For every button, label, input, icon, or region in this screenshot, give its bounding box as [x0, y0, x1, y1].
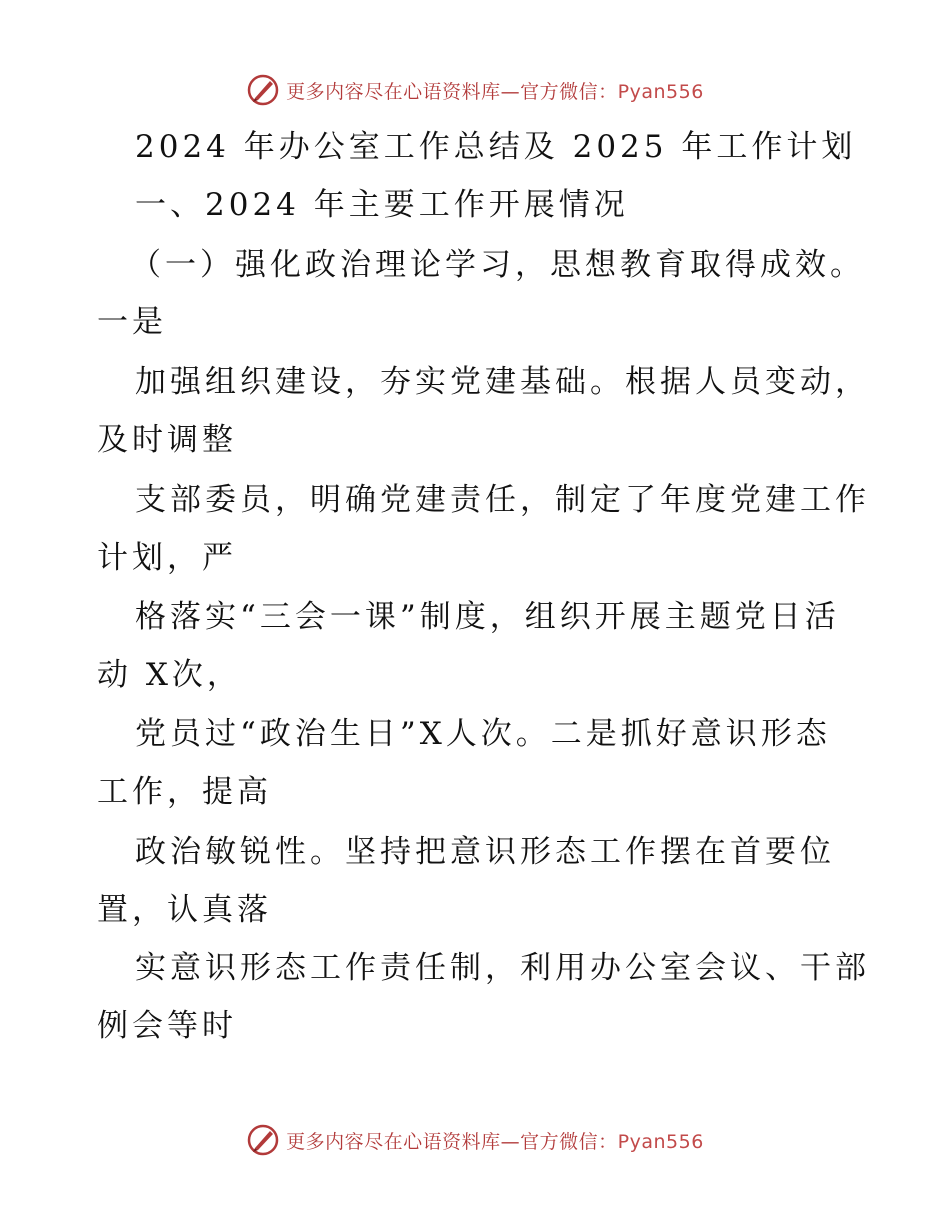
- wechat-id: Pyan556: [617, 1130, 704, 1153]
- header-banner: [0, 70, 950, 110]
- footer-banner: [0, 1120, 950, 1160]
- document-title: 2024 年办公室工作总结及 2025 年工作计划: [135, 129, 857, 165]
- paragraph-line: 动 X次，: [97, 657, 242, 693]
- quill-pen-logo-icon: [246, 73, 280, 107]
- paragraph-line: 工作，提高: [97, 774, 272, 810]
- paragraph-line: 实意识形态工作责任制，利用办公室会议、干部: [135, 950, 870, 986]
- paragraph-line: 计划，严: [97, 540, 237, 576]
- paragraph-line: 一是: [97, 304, 167, 340]
- wechat-id: Pyan556: [617, 80, 704, 103]
- paragraph-line: 加强组织建设，夯实党建基础。根据人员变动，: [135, 364, 870, 400]
- paragraph-line: 例会等时: [97, 1008, 237, 1044]
- paragraph-line: 置，认真落: [97, 892, 272, 928]
- quill-pen-logo-icon: [246, 1123, 280, 1157]
- section-heading: 一、2024 年主要工作开展情况: [135, 187, 629, 223]
- paragraph-line: 支部委员，明确党建责任，制定了年度党建工作: [135, 482, 870, 518]
- subsection-heading: （一）强化政治理论学习，思想教育取得成效。: [130, 247, 865, 283]
- paragraph-line: 政治敏锐性。坚持把意识形态工作摆在首要位: [135, 834, 835, 870]
- paragraph-line: 格落实“三会一课”制度，组织开展主题党日活: [135, 599, 840, 635]
- paragraph-line: 党员过“政治生日”X人次。二是抓好意识形态: [135, 716, 831, 752]
- banner-text: 更多内容尽在心语资料库—官方微信：Pyan556: [286, 80, 704, 103]
- paragraph-line: 及时调整: [97, 422, 237, 458]
- banner-text: 更多内容尽在心语资料库—官方微信：Pyan556: [286, 1130, 704, 1153]
